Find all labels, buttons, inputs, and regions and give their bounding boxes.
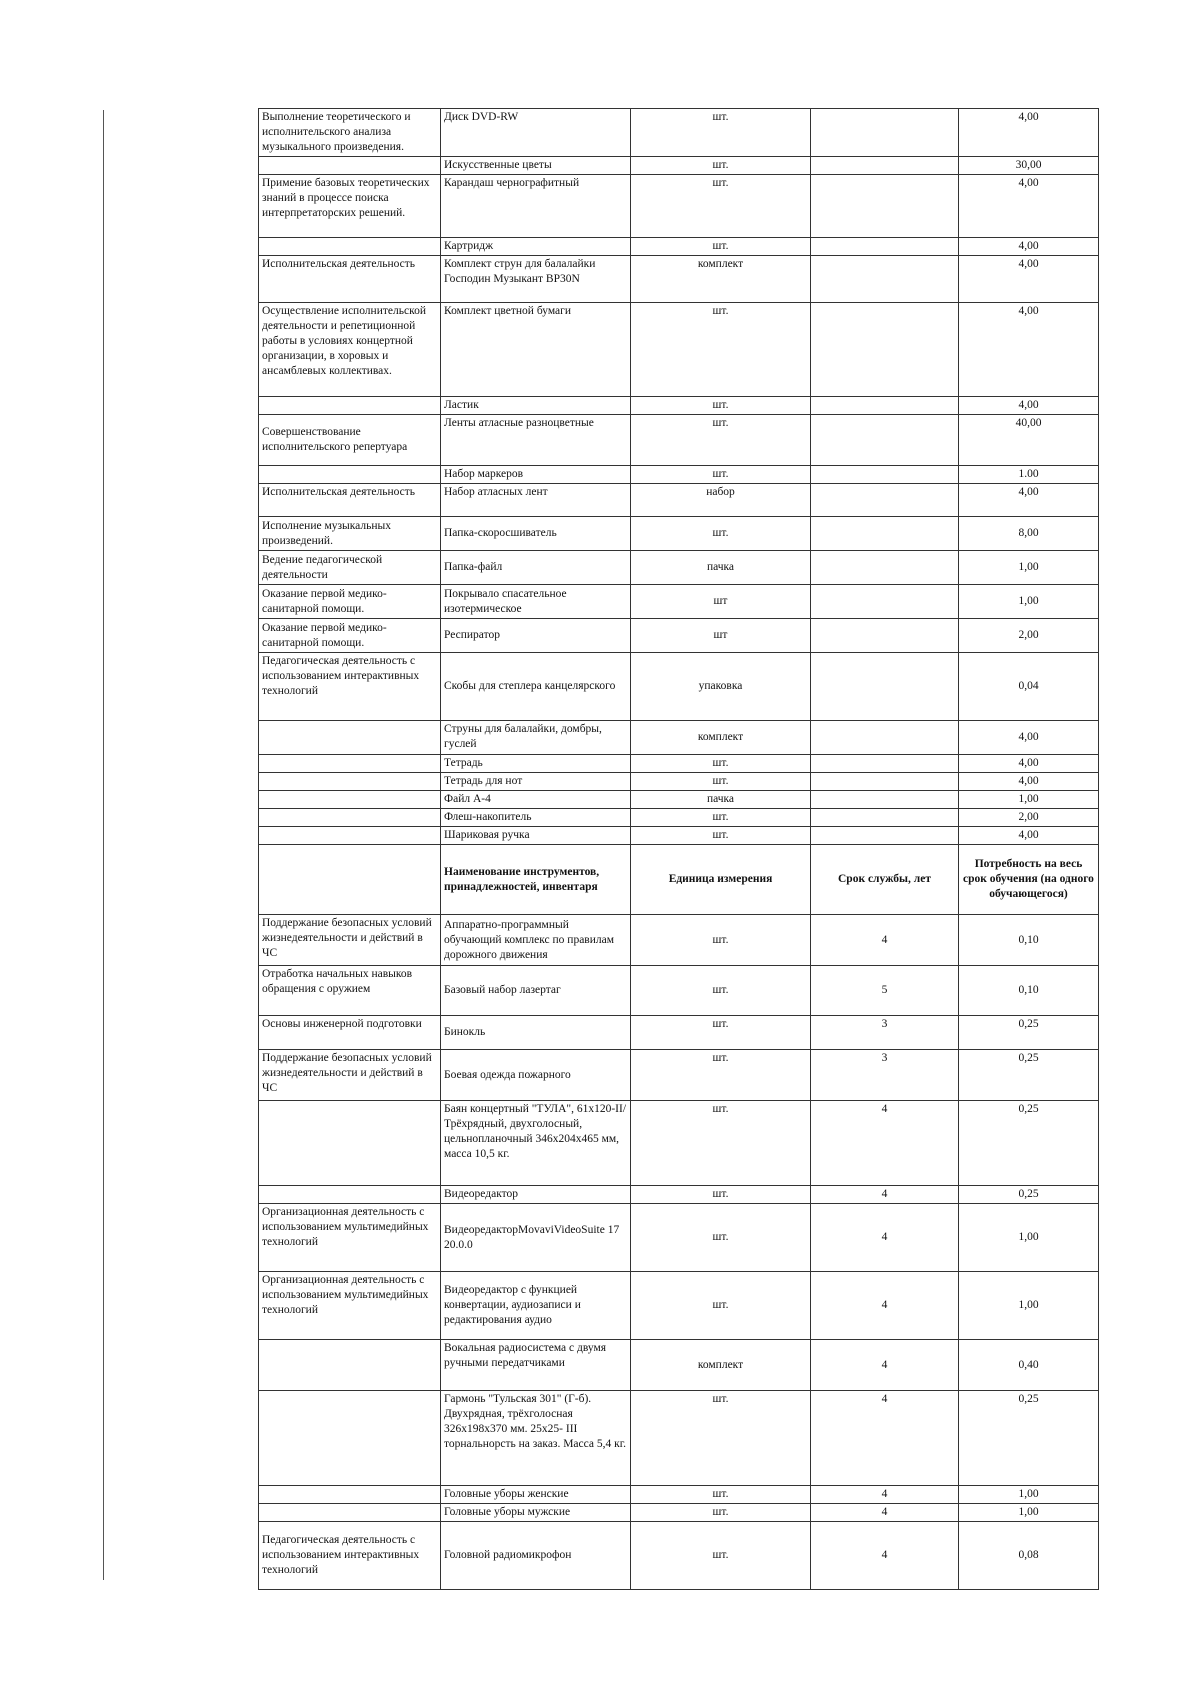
cell-item-name: Комплект струн для балалайки Господин Музыкант ВР30N — [441, 256, 631, 303]
cell-item-name: Искусственные цветы — [441, 157, 631, 175]
cell-quantity: 0,04 — [959, 653, 1099, 721]
cell-service-life — [811, 827, 959, 845]
cell-item-name: Ленты атласные разноцветные — [441, 415, 631, 466]
cell-service-life — [811, 619, 959, 653]
cell-service-life: 3 — [811, 1016, 959, 1050]
cell-activity — [259, 397, 441, 415]
cell-unit: шт. — [631, 809, 811, 827]
table-row — [259, 466, 1099, 484]
cell-activity — [259, 721, 441, 755]
cell-activity: Исполнительская деятельность — [259, 484, 441, 517]
table-header-row — [259, 845, 1099, 915]
cell-item-name: Набор атласных лент — [441, 484, 631, 517]
table-body-equipment — [259, 915, 1099, 1590]
cell-item-name: Карандаш чернографитный — [441, 175, 631, 238]
cell-quantity: 0,25 — [959, 1016, 1099, 1050]
cell-item-name: Тетрадь для нот — [441, 773, 631, 791]
cell-quantity: 2,00 — [959, 809, 1099, 827]
cell-unit: шт. — [631, 415, 811, 466]
cell-quantity: 4,00 — [959, 484, 1099, 517]
cell-unit: шт. — [631, 1504, 811, 1522]
cell-unit: комплект — [631, 721, 811, 755]
cell-service-life — [811, 721, 959, 755]
table-row — [259, 256, 1099, 303]
cell-quantity: 0,10 — [959, 966, 1099, 1016]
cell-quantity: 0,25 — [959, 1050, 1099, 1101]
cell-unit: шт. — [631, 175, 811, 238]
cell-quantity: 4,00 — [959, 397, 1099, 415]
cell-quantity: 0,25 — [959, 1391, 1099, 1486]
header-service-life: Срок службы, лет — [811, 845, 959, 915]
table-row — [259, 791, 1099, 809]
cell-activity — [259, 466, 441, 484]
cell-quantity: 1,00 — [959, 1204, 1099, 1272]
cell-item-name: Головные уборы мужские — [441, 1504, 631, 1522]
table-row — [259, 303, 1099, 397]
table-row — [259, 755, 1099, 773]
cell-unit: шт. — [631, 1272, 811, 1340]
table-row — [259, 484, 1099, 517]
cell-unit: шт. — [631, 157, 811, 175]
cell-activity — [259, 773, 441, 791]
cell-item-name: Аппаратно-программный обучающий комплекс по правилам дорожного движения — [441, 915, 631, 966]
table-row — [259, 175, 1099, 238]
cell-activity: Основы инженерной подготовки — [259, 1016, 441, 1050]
cell-service-life: 4 — [811, 1486, 959, 1504]
cell-activity — [259, 1504, 441, 1522]
cell-service-life — [811, 303, 959, 397]
cell-quantity: 0,10 — [959, 915, 1099, 966]
cell-item-name: Диск DVD-RW — [441, 109, 631, 157]
cell-service-life — [811, 415, 959, 466]
cell-service-life — [811, 585, 959, 619]
cell-service-life: 4 — [811, 1101, 959, 1186]
cell-quantity: 8,00 — [959, 517, 1099, 551]
cell-service-life — [811, 551, 959, 585]
cell-item-name: Покрывало спасательное изотермическое — [441, 585, 631, 619]
cell-activity: Педагогическая деятельность с использованием интерактивных технологий — [259, 653, 441, 721]
cell-activity: Совершенствование исполнительского репертуара — [259, 415, 441, 466]
cell-service-life — [811, 175, 959, 238]
cell-unit: пачка — [631, 791, 811, 809]
cell-item-name: Видеоредактор с функцией конвертации, аудиозаписи и редактирования аудио — [441, 1272, 631, 1340]
cell-quantity: 4,00 — [959, 773, 1099, 791]
cell-activity: Организационная деятельность с использованием мультимедийных технологий — [259, 1272, 441, 1340]
table-row — [259, 1272, 1099, 1340]
table-row — [259, 109, 1099, 157]
cell-item-name: Набор маркеров — [441, 466, 631, 484]
cell-activity — [259, 1186, 441, 1204]
cell-item-name: Вокальная радиосистема с двумя ручными передатчиками — [441, 1340, 631, 1391]
cell-unit: шт. — [631, 397, 811, 415]
cell-activity: Исполнение музыкальных произведений. — [259, 517, 441, 551]
cell-service-life — [811, 653, 959, 721]
cell-unit: шт. — [631, 1016, 811, 1050]
cell-service-life: 4 — [811, 1204, 959, 1272]
cell-item-name: Головной радиомикрофон — [441, 1522, 631, 1590]
cell-item-name: Скобы для степлера канцелярского — [441, 653, 631, 721]
table-row — [259, 1204, 1099, 1272]
cell-unit: комплект — [631, 256, 811, 303]
cell-activity: Оказание первой медико-санитарной помощи. — [259, 619, 441, 653]
cell-unit: шт — [631, 619, 811, 653]
cell-quantity: 4,00 — [959, 238, 1099, 256]
cell-unit: шт. — [631, 466, 811, 484]
cell-unit: шт. — [631, 1101, 811, 1186]
cell-quantity: 1,00 — [959, 791, 1099, 809]
cell-service-life: 4 — [811, 1340, 959, 1391]
inventory-sheet — [258, 108, 1099, 1590]
inventory-table — [258, 108, 1099, 1590]
cell-service-life — [811, 791, 959, 809]
cell-unit: шт — [631, 585, 811, 619]
cell-service-life — [811, 484, 959, 517]
cell-item-name: Флеш-накопитель — [441, 809, 631, 827]
cell-service-life: 4 — [811, 1186, 959, 1204]
table-row — [259, 1486, 1099, 1504]
cell-quantity: 0,25 — [959, 1101, 1099, 1186]
table-row — [259, 1050, 1099, 1101]
cell-activity — [259, 157, 441, 175]
cell-quantity: 0,08 — [959, 1522, 1099, 1590]
cell-activity: Осуществление исполнительской деятельности и репетиционной работы в условиях концертной организации, в хоровых и ансамблевых коллективах. — [259, 303, 441, 397]
cell-service-life — [811, 517, 959, 551]
cell-service-life — [811, 109, 959, 157]
cell-unit: шт. — [631, 1522, 811, 1590]
table-row — [259, 157, 1099, 175]
cell-unit: шт. — [631, 773, 811, 791]
cell-service-life: 3 — [811, 1050, 959, 1101]
cell-item-name: Респиратор — [441, 619, 631, 653]
cell-quantity: 30,00 — [959, 157, 1099, 175]
cell-unit: пачка — [631, 551, 811, 585]
cell-unit: шт. — [631, 238, 811, 256]
cell-item-name: Струны для балалайки, домбры, гуслей — [441, 721, 631, 755]
cell-unit: шт. — [631, 1186, 811, 1204]
cell-activity: Выполнение теоретического и исполнительского анализа музыкального произведения. — [259, 109, 441, 157]
table-row — [259, 809, 1099, 827]
cell-service-life — [811, 809, 959, 827]
cell-quantity: 4,00 — [959, 721, 1099, 755]
cell-quantity: 0,40 — [959, 1340, 1099, 1391]
cell-item-name: Бинокль — [441, 1016, 631, 1050]
table-header-section — [259, 845, 1099, 915]
table-row — [259, 721, 1099, 755]
cell-item-name: Картридж — [441, 238, 631, 256]
table-row — [259, 1522, 1099, 1590]
cell-service-life: 4 — [811, 1522, 959, 1590]
cell-activity: Оказание первой медико-санитарной помощи. — [259, 585, 441, 619]
cell-activity: Поддержание безопасных условий жизнедеятельности и действий в ЧС — [259, 915, 441, 966]
table-row — [259, 1504, 1099, 1522]
cell-activity: Исполнительская деятельность — [259, 256, 441, 303]
header-unit: Единица измерения — [631, 845, 811, 915]
header-name: Наименование инструментов, принадлежностей, инвентаря — [441, 845, 631, 915]
cell-activity — [259, 755, 441, 773]
cell-activity — [259, 809, 441, 827]
table-row — [259, 585, 1099, 619]
cell-service-life: 4 — [811, 1272, 959, 1340]
cell-activity — [259, 1391, 441, 1486]
cell-item-name: Тетрадь — [441, 755, 631, 773]
cell-unit: шт. — [631, 755, 811, 773]
cell-activity — [259, 1486, 441, 1504]
cell-quantity: 1,00 — [959, 1504, 1099, 1522]
table-row — [259, 966, 1099, 1016]
cell-activity — [259, 238, 441, 256]
cell-item-name: Комплект цветной бумаги — [441, 303, 631, 397]
cell-quantity: 4,00 — [959, 303, 1099, 397]
cell-unit: упаковка — [631, 653, 811, 721]
cell-unit: шт. — [631, 1391, 811, 1486]
table-row — [259, 415, 1099, 466]
cell-unit: шт. — [631, 1050, 811, 1101]
cell-quantity: 1,00 — [959, 1486, 1099, 1504]
cell-service-life — [811, 157, 959, 175]
cell-quantity: 0,25 — [959, 1186, 1099, 1204]
table-row — [259, 551, 1099, 585]
cell-activity — [259, 827, 441, 845]
cell-item-name: Папка-скоросшиватель — [441, 517, 631, 551]
cell-unit: шт. — [631, 827, 811, 845]
cell-service-life: 5 — [811, 966, 959, 1016]
table-row — [259, 1186, 1099, 1204]
table-body-consumables — [259, 109, 1099, 845]
cell-service-life: 4 — [811, 1504, 959, 1522]
cell-activity: Отработка начальных навыков обращения с оружием — [259, 966, 441, 1016]
cell-service-life: 4 — [811, 1391, 959, 1486]
cell-item-name: ВидеоредакторMovaviVideoSuite 17 20.0.0 — [441, 1204, 631, 1272]
table-row — [259, 397, 1099, 415]
cell-quantity: 4,00 — [959, 755, 1099, 773]
cell-quantity: 4,00 — [959, 256, 1099, 303]
left-margin-rule — [103, 110, 104, 1580]
cell-service-life — [811, 256, 959, 303]
cell-unit: шт. — [631, 1204, 811, 1272]
cell-quantity: 4,00 — [959, 827, 1099, 845]
table-row — [259, 1016, 1099, 1050]
cell-unit: шт. — [631, 303, 811, 397]
table-row — [259, 1340, 1099, 1391]
cell-quantity: 2,00 — [959, 619, 1099, 653]
cell-activity — [259, 791, 441, 809]
table-row — [259, 1101, 1099, 1186]
cell-item-name: Головные уборы женские — [441, 1486, 631, 1504]
cell-item-name: Шариковая ручка — [441, 827, 631, 845]
cell-item-name: Папка-файл — [441, 551, 631, 585]
cell-unit: шт. — [631, 109, 811, 157]
cell-item-name: Баян концертный "ТУЛА", 61х120-II/ Трёхрядный, двухголосный, цельнопланочный 346х204х465 мм, масса 10,5 кг. — [441, 1101, 631, 1186]
cell-activity: Поддержание безопасных условий жизнедеятельности и действий в ЧС — [259, 1050, 441, 1101]
cell-activity: Педагогическая деятельность с использованием интерактивных технологий — [259, 1522, 441, 1590]
table-row — [259, 1391, 1099, 1486]
cell-quantity: 40,00 — [959, 415, 1099, 466]
cell-activity: Организационная деятельность с использованием мультимедийных технологий — [259, 1204, 441, 1272]
cell-quantity: 4,00 — [959, 175, 1099, 238]
cell-unit: шт. — [631, 517, 811, 551]
cell-activity: Примение базовых теоретических знаний в процессе поиска интерпретаторских решений. — [259, 175, 441, 238]
cell-unit: набор — [631, 484, 811, 517]
cell-service-life: 4 — [811, 915, 959, 966]
cell-unit: шт. — [631, 1486, 811, 1504]
table-row — [259, 238, 1099, 256]
header-requirement: Потребность на весь срок обучения (на одного обучающегося) — [959, 845, 1099, 915]
cell-activity — [259, 1101, 441, 1186]
cell-quantity: 1.00 — [959, 466, 1099, 484]
table-row — [259, 517, 1099, 551]
cell-item-name: Гармонь "Тульская 301" (Г-б). Двухрядная, трёхголосная 326х198х370 мм. 25х25- III торнальнорсть на заказ. Масса 5,4 кг. — [441, 1391, 631, 1486]
cell-item-name: Ластик — [441, 397, 631, 415]
cell-service-life — [811, 397, 959, 415]
table-row — [259, 827, 1099, 845]
cell-item-name: Видеоредактор — [441, 1186, 631, 1204]
cell-quantity: 1,00 — [959, 585, 1099, 619]
table-row — [259, 653, 1099, 721]
cell-activity: Ведение педагогической деятельности — [259, 551, 441, 585]
table-row — [259, 773, 1099, 791]
cell-item-name: Боевая одежда пожарного — [441, 1050, 631, 1101]
cell-unit: шт. — [631, 966, 811, 1016]
table-row — [259, 915, 1099, 966]
header-activity — [259, 845, 441, 915]
cell-quantity: 1,00 — [959, 551, 1099, 585]
cell-item-name: Файл А-4 — [441, 791, 631, 809]
cell-service-life — [811, 238, 959, 256]
cell-activity — [259, 1340, 441, 1391]
cell-item-name: Базовый набор лазертаг — [441, 966, 631, 1016]
cell-service-life — [811, 755, 959, 773]
cell-quantity: 4,00 — [959, 109, 1099, 157]
cell-unit: шт. — [631, 915, 811, 966]
cell-service-life — [811, 773, 959, 791]
cell-quantity: 1,00 — [959, 1272, 1099, 1340]
cell-service-life — [811, 466, 959, 484]
cell-unit: комплект — [631, 1340, 811, 1391]
table-row — [259, 619, 1099, 653]
